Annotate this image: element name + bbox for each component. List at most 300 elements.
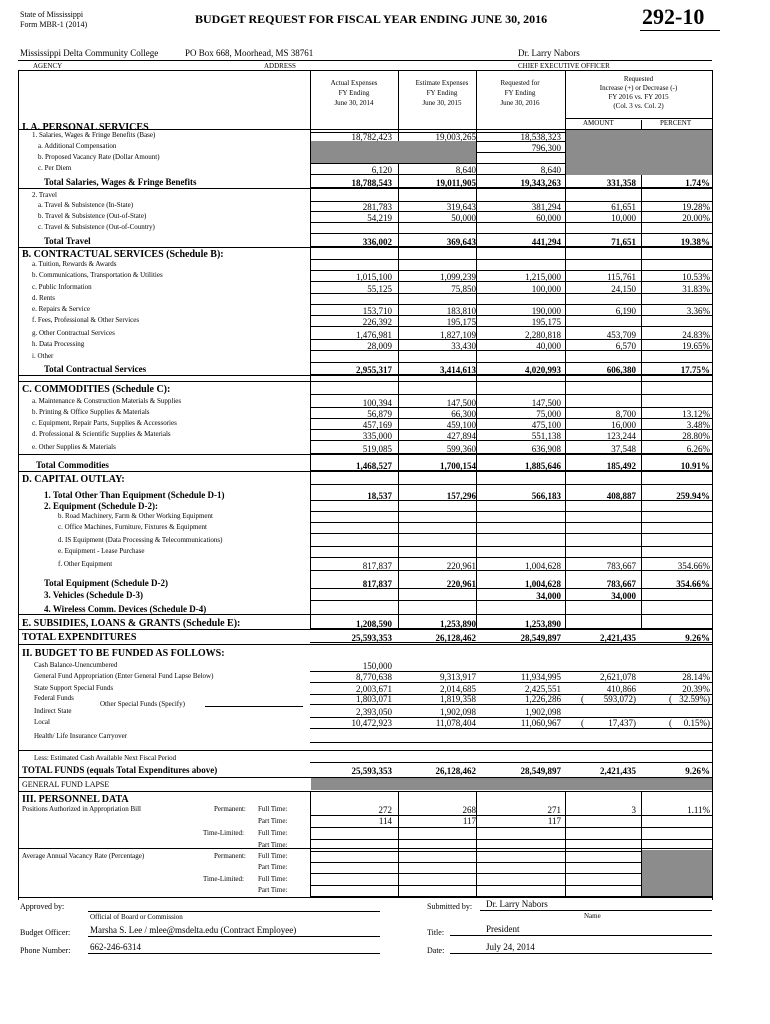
change-amount-cell: 2,421,435 (600, 633, 636, 643)
change-percent-cell: 3.36% (686, 306, 710, 316)
row-label: 3. Vehicles (Schedule D-3) (44, 590, 143, 600)
open-paren: ( (669, 718, 672, 728)
change-amount-cell: 3 (631, 805, 636, 815)
row-rule (310, 557, 712, 558)
submitted-by-label: Submitted by: (427, 902, 473, 911)
actual-fy2014-cell: 18,537 (367, 491, 392, 501)
row-rule (310, 484, 712, 485)
total-rule (18, 454, 712, 455)
change-percent-cell: 13.12% (682, 409, 710, 419)
section-rule (18, 750, 712, 751)
change-amount-cell: 16,000 (611, 420, 636, 430)
change-percent-cell: 32.59%) (679, 694, 710, 704)
section-rule (18, 614, 712, 615)
change-amount-cell: 185,492 (606, 461, 636, 471)
change-percent-cell: 20.39% (682, 684, 710, 694)
estimate-fy2015-cell: 8,640 (455, 165, 476, 175)
change-amount-cell: 17,437) (608, 718, 636, 728)
requested-fy2016-cell: 28,549,897 (520, 766, 561, 776)
row-label: b. Printing & Office Supplies & Materials (32, 408, 150, 416)
change-percent-cell: 3.48% (686, 420, 710, 430)
actual-fy2014-cell: 1,015,100 (356, 272, 392, 282)
requested-fy2016-cell: 147,500 (531, 398, 561, 408)
estimate-fy2015-cell: 9,313,917 (440, 672, 476, 682)
col1-header-line3: June 30, 2014 (334, 99, 374, 107)
row-rule (310, 704, 712, 705)
row-label: 2. Travel (32, 191, 57, 199)
open-paren: ( (669, 694, 672, 704)
col2-header-line1: Estimate Expenses (415, 79, 469, 87)
row-label: c. Travel & Subsistence (Out-of-Country) (38, 223, 155, 231)
col2-header (398, 78, 486, 108)
col4-header-line1: Requested (623, 75, 654, 83)
requested-fy2016-cell: 18,538,323 (520, 132, 561, 142)
row-label: 1. Total Other Than Equipment (Schedule D-1) (44, 490, 225, 500)
change-percent-cell: 28.14% (682, 672, 710, 682)
requested-fy2016-cell: 1,253,890 (525, 619, 561, 629)
change-amount-cell: 783,667 (606, 579, 636, 589)
requested-fy2016-cell: 11,060,967 (520, 718, 561, 728)
actual-fy2014-cell: 281,783 (362, 202, 392, 212)
row-rule (310, 233, 712, 234)
requested-fy2016-cell: 796,300 (531, 143, 561, 153)
change-percent-cell: 31.83% (682, 284, 710, 294)
row-label: Total Travel (44, 236, 91, 246)
estimate-fy2015-cell: 50,000 (451, 213, 476, 223)
estimate-fy2015-cell: 157,296 (446, 491, 476, 501)
approved-by-label: Approved by: (20, 902, 65, 911)
time-type-label: Full Time: (258, 852, 288, 860)
requested-fy2016-cell: 195,175 (531, 317, 561, 327)
estimate-fy2015-cell: 2,014,685 (440, 684, 476, 694)
row-rule (310, 827, 712, 828)
agency-name: Mississippi Delta Community College (20, 48, 159, 58)
actual-fy2014-cell: 153,710 (362, 306, 392, 316)
state-label: State of Mississippi (20, 10, 84, 19)
time-type-label: Part Time: (258, 863, 288, 871)
col2-header-line2: FY Ending (426, 89, 458, 97)
requested-fy2016-cell: 1,004,628 (525, 561, 561, 571)
actual-fy2014-cell: 56,879 (367, 409, 392, 419)
requested-fy2016-cell: 11,934,995 (520, 672, 561, 682)
phone-label: Phone Number: (20, 946, 71, 955)
agency-label: AGENCY (33, 62, 63, 70)
change-percent-cell: 19.65% (682, 341, 710, 351)
actual-fy2014-cell: 2,003,671 (356, 684, 392, 694)
row-label: d. Rents (32, 294, 55, 302)
requested-fy2016-cell: 40,000 (536, 341, 561, 351)
change-amount-cell: 453,709 (606, 330, 636, 340)
requested-fy2016-cell: 60,000 (536, 213, 561, 223)
row-rule (310, 362, 712, 363)
phone-value[interactable]: 662-246-6314 (90, 942, 141, 952)
requested-fy2016-cell: 566,183 (531, 491, 561, 501)
estimate-fy2015-cell: 117 (462, 816, 476, 826)
row-label: i. Other (32, 352, 54, 360)
other-special-line (205, 706, 303, 707)
col4-header-line3: FY 2016 vs. FY 2015 (608, 93, 669, 101)
col3-header-line3: June 30, 2016 (500, 99, 540, 107)
change-percent-cell: 1.11% (687, 805, 710, 815)
table-bottom-border (18, 897, 712, 898)
funding-source-label: Indirect State (34, 707, 72, 715)
general-fund-lapse-label: GENERAL FUND LAPSE (22, 780, 110, 789)
estimate-fy2015-cell: 195,175 (446, 317, 476, 327)
vacancy-rate-label: Average Annual Vacancy Rate (Percentage) (22, 852, 145, 860)
change-amount-cell: 6,570 (615, 341, 636, 351)
change-percent-cell: 0.15%) (683, 718, 710, 728)
section-rule (18, 381, 712, 382)
requested-fy2016-cell: 28,549,897 (520, 633, 561, 643)
actual-fy2014-cell: 150,000 (362, 661, 392, 671)
estimate-fy2015-cell: 1,827,109 (440, 330, 476, 340)
row-rule (310, 522, 712, 523)
table-left-border (18, 70, 19, 900)
requested-fy2016-cell: 551,138 (531, 431, 561, 441)
row-label: b. Road Machinery, Farm & Other Working Equipment (58, 512, 213, 520)
amount-header: AMOUNT (583, 119, 614, 127)
actual-fy2014-cell: 335,000 (362, 431, 392, 441)
requested-fy2016-cell: 636,908 (531, 444, 561, 454)
actual-fy2014-cell: 18,782,423 (351, 132, 392, 142)
change-percent-cell: 20.00% (682, 213, 710, 223)
employment-type-label: Permanent: (214, 805, 246, 813)
funding-source-label: General Fund Appropriation (Enter General Fund Lapse Below) (34, 672, 214, 680)
change-amount-cell: 408,887 (606, 491, 636, 501)
row-label: c. Equipment, Repair Parts, Supplies & Accessories (32, 419, 177, 427)
page-title: BUDGET REQUEST FOR FISCAL YEAR ENDING JUNE 30, 2016 (195, 12, 548, 26)
actual-fy2014-cell: 817,837 (362, 579, 392, 589)
change-percent-cell: 28.80% (682, 431, 710, 441)
funding-source-label: Local (34, 718, 50, 726)
section-rule (18, 629, 712, 630)
row-rule (310, 742, 712, 743)
row-label: d. Professional & Scientific Supplies & Materials (32, 430, 171, 438)
row-label: Total Equipment (Schedule D-2) (44, 578, 168, 588)
actual-fy2014-cell: 817,837 (362, 561, 392, 571)
estimate-fy2015-cell: 427,894 (446, 431, 476, 441)
actual-fy2014-cell: 10,472,923 (351, 718, 392, 728)
change-amount-cell: 410,866 (606, 684, 636, 694)
requested-fy2016-cell: 190,000 (531, 306, 561, 316)
official-label: Official of Board or Commission (90, 913, 183, 921)
actual-fy2014-cell: 6,120 (371, 165, 392, 175)
requested-fy2016-cell: 100,000 (531, 284, 561, 294)
actual-fy2014-cell: 54,219 (367, 213, 392, 223)
col4-header-line4: (Col. 3 vs. Col. 2) (613, 102, 664, 110)
time-type-label: Full Time: (258, 829, 288, 837)
change-percent-cell: 9.26% (685, 766, 710, 776)
row-label: a. Additional Compensation (38, 142, 117, 150)
change-percent-cell: 24.83% (682, 330, 710, 340)
col3-header-line2: FY Ending (504, 89, 536, 97)
change-amount-cell: 24,150 (611, 284, 636, 294)
actual-fy2014-cell: 28,009 (367, 341, 392, 351)
row-rule (310, 394, 712, 395)
employment-type-label: Time-Limited: (203, 829, 244, 837)
actual-fy2014-cell: 25,593,353 (351, 766, 392, 776)
requested-fy2016-cell: 4,020,993 (525, 365, 561, 375)
requested-fy2016-cell: 1,902,098 (525, 707, 561, 717)
row-label: a. Tuition, Rewards & Awards (32, 260, 117, 268)
actual-fy2014-cell: 457,169 (362, 420, 392, 430)
col2-header-line3: June 30, 2015 (422, 99, 462, 107)
estimate-fy2015-cell: 369,643 (446, 237, 476, 247)
row-rule (310, 259, 712, 260)
actual-fy2014-cell: 336,002 (362, 237, 392, 247)
row-rule (310, 533, 712, 534)
form-code: 292-10 (642, 4, 705, 29)
estimate-fy2015-cell: 1,819,358 (440, 694, 476, 704)
row-rule (310, 682, 712, 683)
less-cash-label: Less: Estimated Cash Available Next Fiscal Period (34, 754, 177, 762)
col4-header-line2: Increase (+) or Decrease (-) (599, 84, 678, 92)
section-rule (18, 247, 712, 248)
change-amount-cell: 783,667 (606, 561, 636, 571)
col1-header-line1: Actual Expenses (330, 79, 378, 87)
actual-fy2014-cell: 114 (378, 816, 392, 826)
row-label: f. Fees, Professional & Other Services (32, 316, 140, 324)
col1-header-line2: FY Ending (338, 89, 370, 97)
table-top-border (18, 70, 712, 71)
row-rule (310, 304, 712, 305)
change-percent-cell: 6.26% (686, 444, 710, 454)
actual-fy2014-cell: 8,770,638 (356, 672, 392, 682)
actual-fy2014-cell: 100,394 (362, 398, 392, 408)
open-paren: ( (581, 718, 584, 728)
change-amount-cell: 593,072) (603, 694, 636, 704)
actual-fy2014-cell: 1,208,590 (356, 619, 392, 629)
change-amount-cell: 2,621,078 (600, 672, 636, 682)
row-rule (310, 728, 712, 729)
budget-officer-label: Budget Officer: (20, 928, 71, 937)
change-amount-cell: 2,421,435 (600, 766, 636, 776)
estimate-fy2015-cell: 33,430 (451, 341, 476, 351)
percent-header: PERCENT (660, 119, 692, 127)
time-type-label: Part Time: (258, 886, 288, 894)
name-label: Name (584, 912, 601, 920)
budget-officer-value[interactable]: Marsha S. Lee / mlee@msdelta.edu (Contract Employee) (90, 925, 297, 935)
row-label: f. Other Equipment (58, 560, 113, 568)
row-rule (310, 270, 712, 271)
change-amount-cell: 123,244 (606, 431, 636, 441)
address-label: ADDRESS (264, 62, 296, 70)
actual-fy2014-cell: 519,085 (362, 444, 392, 454)
actual-fy2014-cell: 1,476,981 (356, 330, 392, 340)
requested-fy2016-cell: 2,425,551 (525, 684, 561, 694)
change-percent-cell: 17.75% (680, 365, 710, 375)
row-label: B. CONTRACTUAL SERVICES (Schedule B): (22, 249, 224, 260)
change-percent-cell: 1.74% (685, 178, 710, 188)
requested-fy2016-cell: 34,000 (536, 591, 561, 601)
open-paren: ( (581, 694, 584, 704)
funding-source-label: State Support Special Funds (34, 684, 114, 692)
change-amount-cell: 37,548 (611, 444, 636, 454)
time-type-label: Part Time: (258, 817, 288, 825)
row-label: 2. Equipment (Schedule D-2): (44, 501, 159, 511)
change-percent-cell: 354.66% (677, 561, 710, 571)
row-label: C. COMMODITIES (Schedule C): (22, 384, 171, 395)
estimate-fy2015-cell: 19,011,905 (435, 178, 476, 188)
actual-fy2014-cell: 2,955,317 (356, 365, 392, 375)
change-amount-cell: 8,700 (615, 409, 636, 419)
actual-fy2014-cell: 226,392 (362, 317, 392, 327)
personnel-heading: III. PERSONNEL DATA (22, 794, 129, 805)
date-value[interactable]: July 24, 2014 (486, 942, 535, 952)
actual-fy2014-cell: 55,125 (367, 284, 392, 294)
requested-fy2016-cell: 8,640 (540, 165, 561, 175)
change-amount-cell: 61,651 (611, 202, 636, 212)
row-label: e. Other Supplies & Materials (32, 443, 116, 451)
estimate-fy2015-cell: 26,128,462 (435, 633, 476, 643)
row-label: TOTAL EXPENDITURES (22, 632, 137, 643)
positions-label: Positions Authorized in Appropriation Bill (22, 805, 141, 813)
requested-fy2016-cell: 19,343,263 (520, 178, 561, 188)
estimate-fy2015-cell: 1,700,154 (440, 461, 476, 471)
actual-fy2014-cell: 2,393,050 (356, 707, 392, 717)
ceo-label: CHIEF EXECUTIVE OFFICER (518, 62, 610, 70)
change-amount-cell: 115,761 (607, 272, 636, 282)
estimate-fy2015-cell: 1,902,098 (440, 707, 476, 717)
estimate-fy2015-cell: 268 (462, 805, 476, 815)
date-label: Date: (427, 946, 445, 955)
actual-fy2014-cell: 25,593,353 (351, 633, 392, 643)
requested-fy2016-cell: 441,294 (531, 237, 561, 247)
row-label: a. Maintenance & Construction Materials & Supplies (32, 397, 182, 405)
section-rule (18, 644, 712, 645)
estimate-fy2015-cell: 319,643 (446, 202, 476, 212)
row-label: c. Per Diem (38, 164, 72, 172)
requested-fy2016-cell: 1,885,646 (525, 461, 561, 471)
estimate-fy2015-cell: 1,099,239 (440, 272, 476, 282)
estimate-fy2015-cell: 75,850 (451, 284, 476, 294)
requested-fy2016-cell: 1,215,000 (525, 272, 561, 282)
row-rule (310, 511, 712, 512)
submitted-by-value[interactable]: Dr. Larry Nabors (486, 899, 548, 909)
row-rule (310, 762, 712, 763)
change-percent-cell: 19.38% (680, 237, 710, 247)
col3-header-line1: Requested for (500, 79, 540, 87)
estimate-fy2015-cell: 220,961 (446, 561, 476, 571)
row-label: e. Equipment - Lease Purchase (58, 547, 145, 555)
section-rule (18, 471, 712, 472)
shaded-cell (311, 778, 712, 790)
title-value[interactable]: President (486, 924, 520, 934)
row-label: Total Commodities (36, 460, 109, 470)
change-amount-cell: 606,380 (606, 365, 636, 375)
estimate-fy2015-cell: 66,300 (451, 409, 476, 419)
row-label: e. Repairs & Service (32, 305, 90, 313)
row-label: d. IS Equipment (Data Processing & Telecommunications) (58, 536, 223, 544)
col4-header (565, 75, 712, 111)
requested-fy2016-cell: 2,280,818 (525, 330, 561, 340)
actual-fy2014-cell: 18,788,543 (351, 178, 392, 188)
row-label: b. Proposed Vacancy Rate (Dollar Amount) (38, 153, 160, 161)
change-amount-cell: 71,651 (611, 237, 636, 247)
row-label: Total Contractual Services (44, 364, 147, 374)
row-label: 1. Salaries, Wages & Fringe Benefits (Base) (32, 131, 156, 139)
change-percent-cell: 10.91% (680, 461, 710, 471)
row-label: I. A. PERSONAL SERVICES (22, 122, 149, 133)
funding-source-label: Health/ Life Insurance Carryover (34, 732, 128, 740)
actual-fy2014-cell: 272 (378, 805, 392, 815)
requested-fy2016-cell: 475,100 (531, 420, 561, 430)
ceo-name: Dr. Larry Nabors (518, 48, 580, 58)
estimate-fy2015-cell: 459,100 (446, 420, 476, 430)
requested-fy2016-cell: 271 (547, 805, 561, 815)
requested-fy2016-cell: 1,004,628 (525, 579, 561, 589)
time-type-label: Full Time: (258, 875, 288, 883)
change-percent-cell: 19.28% (682, 202, 710, 212)
funding-source-label: Cash Balance-Unencumbered (34, 661, 118, 669)
estimate-fy2015-cell: 220,961 (446, 579, 476, 589)
row-label: a. Travel & Subsistence (In-State) (38, 201, 134, 209)
requested-fy2016-cell: 1,226,286 (525, 694, 561, 704)
total-funds-label: TOTAL FUNDS (equals Total Expenditures above) (22, 765, 218, 775)
change-amount-cell: 34,000 (611, 591, 636, 601)
change-percent-cell: 354.66% (676, 579, 710, 589)
actual-fy2014-cell: 1,468,527 (356, 461, 392, 471)
change-percent-cell: 10.53% (682, 272, 710, 282)
agency-address: PO Box 668, Moorhead, MS 38761 (185, 48, 314, 58)
estimate-fy2015-cell: 3,414,613 (440, 365, 476, 375)
change-percent-cell: 9.26% (685, 633, 710, 643)
change-amount-cell: 10,000 (611, 213, 636, 223)
requested-fy2016-cell: 75,000 (536, 409, 561, 419)
section-rule (18, 848, 712, 849)
employment-type-label: Permanent: (214, 852, 246, 860)
estimate-fy2015-cell: 1,253,890 (440, 619, 476, 629)
total-rule (18, 188, 712, 189)
shaded-cell (566, 130, 712, 175)
requested-fy2016-cell: 381,294 (531, 202, 561, 212)
requested-fy2016-cell: 117 (547, 816, 561, 826)
estimate-fy2015-cell: 11,078,404 (435, 718, 476, 728)
actual-fy2014-cell: 1,803,071 (356, 694, 392, 704)
row-label: b. Communications, Transportation & Utilities (32, 271, 163, 279)
row-label: Total Salaries, Wages & Fringe Benefits (44, 177, 197, 187)
table-right-border (712, 70, 713, 900)
row-rule (310, 839, 712, 840)
row-label: b. Travel & Subsistence (Out-of-State) (38, 212, 147, 220)
section-rule (18, 791, 712, 792)
time-type-label: Full Time: (258, 805, 288, 813)
row-label: h. Data Processing (32, 340, 85, 348)
total-rule (18, 375, 712, 376)
other-special-funds-label: Other Special Funds (Specify) (100, 700, 185, 708)
employment-type-label: Time-Limited: (203, 875, 244, 883)
col1-header (310, 78, 398, 108)
estimate-fy2015-cell: 26,128,462 (435, 766, 476, 776)
funding-heading: II. BUDGET TO BE FUNDED AS FOLLOWS: (22, 648, 225, 659)
shaded-cell (311, 152, 476, 163)
row-label: g. Other Contractual Services (32, 329, 115, 337)
row-label: D. CAPITAL OUTLAY: (22, 474, 125, 485)
time-type-label: Part Time: (258, 841, 288, 849)
change-percent-cell: 259.94% (676, 491, 710, 501)
shaded-cell (642, 850, 712, 896)
change-amount-cell: 6,190 (615, 306, 636, 316)
estimate-fy2015-cell: 599,360 (446, 444, 476, 454)
estimate-fy2015-cell: 183,810 (446, 306, 476, 316)
shaded-cell (311, 141, 476, 152)
estimate-fy2015-cell: 147,500 (446, 398, 476, 408)
title-label: Title: (427, 928, 445, 937)
row-label: c. Public Information (32, 283, 92, 291)
row-rule (310, 546, 712, 547)
row-label: 4. Wireless Comm. Devices (Schedule D-4) (44, 604, 207, 614)
row-label: E. SUBSIDIES, LOANS & GRANTS (Schedule E): (22, 618, 241, 629)
